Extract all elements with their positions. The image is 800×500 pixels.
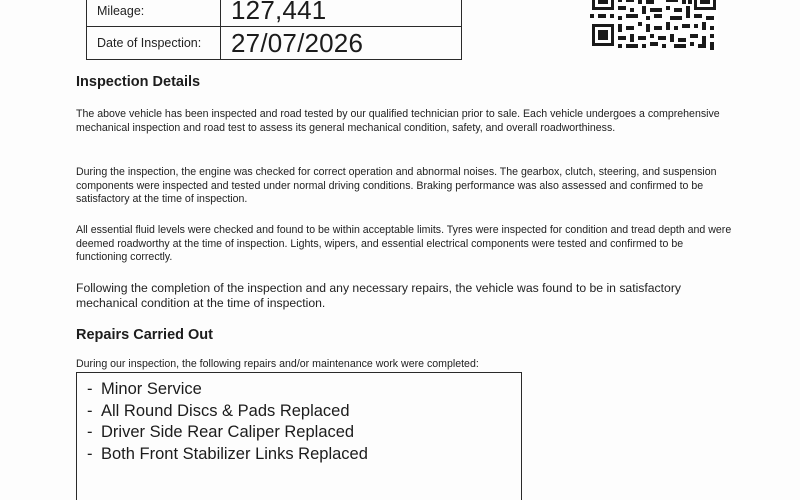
date-value: 27/07/2026 xyxy=(221,27,462,60)
inspection-paragraph-2: During the inspection, the engine was checked for correct operation and abnormal noises. The gearbox, clutch, steering, and suspension components were inspected and tested under normal driving conditions. Braking performance was also assessed and confirmed to be satisfactory at the time of inspection. xyxy=(76,166,717,205)
bullet-dash: - xyxy=(87,423,93,441)
repairs-intro: During our inspection, the following repairs and/or maintenance work were completed: xyxy=(76,358,479,370)
repairs-heading: Repairs Carried Out xyxy=(76,327,213,343)
repairs-list xyxy=(77,373,521,465)
mileage-row xyxy=(87,0,462,27)
list-item xyxy=(87,401,521,423)
repair-item-label: All Round Discs & Pads Replaced xyxy=(101,401,350,420)
list-item xyxy=(87,379,521,401)
list-item xyxy=(87,444,521,466)
inspection-paragraph-1: The above vehicle has been inspected and road tested by our qualified technician prior to sale. Each vehicle undergoes a comprehensive mechanical inspection and road test to assess its general mechanical condition, safety, and overall roadworthiness. xyxy=(76,108,720,134)
bullet-dash: - xyxy=(87,380,93,398)
mileage-label: Mileage: xyxy=(87,0,221,27)
inspection-details-heading: Inspection Details xyxy=(76,74,201,90)
repair-item-label: Both Front Stabilizer Links Replaced xyxy=(101,444,368,463)
inspection-paragraph-3: All essential fluid levels were checked and found to be within acceptable limits. Tyres were inspected for condition and tread depth and were deemed roadworthy at the time of inspection. Lights, wipers, and essential electrical components were tested and confirmed to be functioning correctly. xyxy=(76,224,732,263)
repair-item-label: Driver Side Rear Caliper Replaced xyxy=(101,423,355,441)
repair-item-label: Minor Service xyxy=(101,380,202,398)
qr-code-icon xyxy=(590,0,718,50)
mileage-value: 127,441 xyxy=(221,0,462,27)
bullet-dash: - xyxy=(87,401,93,420)
list-item xyxy=(87,422,521,444)
date-label: Date of Inspection: xyxy=(87,27,221,60)
inspection-paragraph-4: Following the completion of the inspection and any necessary repairs, the vehicle was found to be in satisfactory mechanical condition at the time of inspection. xyxy=(76,281,681,310)
date-row xyxy=(87,27,462,60)
bullet-dash: - xyxy=(87,444,93,463)
vehicle-details-table xyxy=(86,0,462,60)
repairs-box xyxy=(76,372,522,500)
